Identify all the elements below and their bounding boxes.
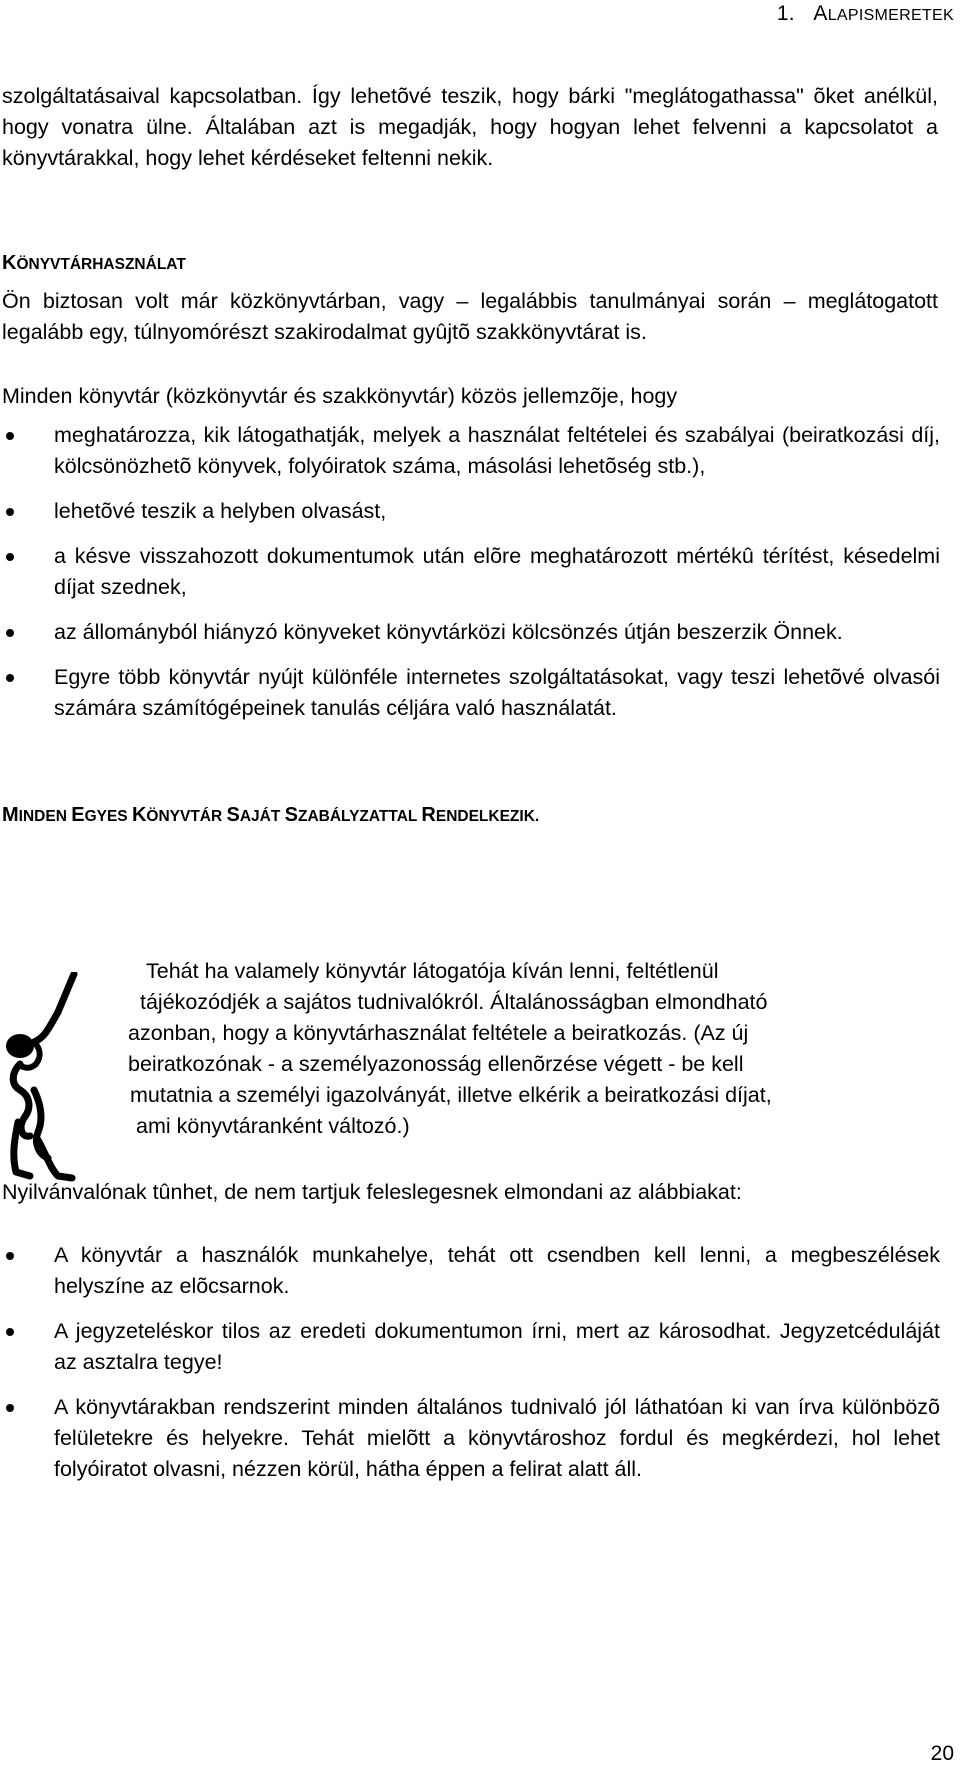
closing-paragraph: Nyilvánvalónak tûnhet, de nem tartjuk feleslegesnek elmondani az alábbiakat:	[2, 1180, 742, 1204]
bullet-icon	[6, 1404, 14, 1412]
list-item	[0, 496, 940, 527]
bullet-icon	[6, 629, 14, 637]
rule-heading-part: INDEN	[18, 808, 72, 825]
list-item-text: a késve visszahozott dokumentumok után elõre meghatározott mértékû térítést, késedelmi díjat szednek,	[54, 544, 940, 599]
section-paragraph-1: Ön biztosan volt már közkönyvtárban, vagy – legalábbis tanulmányai során – meglátogatott legalább egy, túlnyomórészt szakirodalmat gyûjtõ szakkönyvtárat is.	[2, 289, 938, 344]
rule-heading-part: ÖNYVTÁR	[146, 808, 227, 825]
list-item	[0, 662, 940, 724]
list-item	[0, 541, 940, 603]
section-paragraph-2: Minden könyvtár (közkönyvtár és szakkönyvtár) közös jellemzõje, hogy	[2, 384, 678, 408]
rule-heading-part: K	[131, 804, 147, 826]
rule-heading-part: R	[421, 804, 436, 826]
rule-heading-part: M	[2, 804, 19, 826]
note-line: azonban, hogy a könyvtárhasználat feltétele a beiratkozás. (Az új	[128, 1021, 749, 1045]
list-item	[0, 617, 940, 648]
rule-heading-part: GYES	[84, 808, 132, 825]
features-list	[0, 420, 940, 724]
list-item-text: lehetõvé teszik a helyben olvasást,	[54, 499, 387, 523]
rule-heading-part: S	[284, 804, 298, 826]
note-text	[128, 956, 940, 1142]
bullet-icon	[6, 674, 14, 682]
rule-heading-part: E	[71, 804, 85, 826]
bullet-icon	[6, 1252, 14, 1260]
list-item	[0, 1240, 940, 1302]
bullet-icon	[6, 553, 14, 561]
note-line: ami könyvtáranként változó.)	[136, 1114, 410, 1138]
chapter-title-rest: LAPISMERETEK	[827, 7, 954, 24]
list-item	[0, 1392, 940, 1485]
rule-heading	[2, 804, 539, 827]
section-heading-initial: K	[2, 252, 17, 274]
rule-heading-part: ZABÁLYZATTAL	[297, 808, 422, 825]
note-line: tájékozódjék a sajátos tudnivalókról. Általánosságban elmondható	[140, 990, 768, 1014]
list-item-text: A könyvtárakban rendszerint minden általános tudnivaló jól láthatóan ki van írva különbözõ felületekre és helyekre. Tehát mielõtt a könyvtároshoz fordul és megkérdezi, hol lehet folyóiratot olvasni, nézzen körül, hátha éppen a felirat alatt áll.	[54, 1395, 940, 1481]
running-header	[777, 2, 954, 26]
list-item-text: A könyvtár a használók munkahelye, tehát ott csendben kell lenni, a megbeszélések helyszíne az elõcsarnok.	[54, 1243, 940, 1298]
list-item	[0, 1316, 940, 1378]
rule-heading-part: S	[226, 804, 240, 826]
intro-paragraph: szolgáltatásaival kapcsolatban. Így lehetõvé teszik, hogy bárki "meglátogathassa" õket anélkül, hogy vonatra ülne. Általában azt is megadják, hogy hogyan lehet felvenni a kapcsolatot a könyvtárakkal, hogy lehet kérdéseket feltenni nekik.	[2, 84, 938, 170]
rule-heading-part: ENDELKEZIK.	[435, 808, 540, 825]
bullet-icon	[6, 508, 14, 516]
note-line: beiratkozónak - a személyazonosság ellenõrzése végett - be kell	[128, 1052, 744, 1076]
section-heading-rest: ÖNYVTÁRHASZNÁLAT	[16, 256, 186, 273]
bullet-icon	[6, 1328, 14, 1336]
bullet-icon	[6, 432, 14, 440]
chapter-title-initial: A	[813, 2, 828, 25]
tips-list	[0, 1240, 940, 1485]
page-number: 20	[930, 1742, 954, 1765]
list-item-text: Egyre több könyvtár nyújt különféle internetes szolgáltatásokat, vagy teszi lehetõvé olvasói számára számítógépeinek tanulás céljára való használatát.	[54, 665, 940, 720]
list-item-text: A jegyzeteléskor tilos az eredeti dokumentumon írni, mert az károsodhat. Jegyzetcéduláját az asztalra tegye!	[54, 1319, 940, 1374]
list-item-text: az állományból hiányzó könyveket könyvtárközi kölcsönzés útján beszerzik Önnek.	[54, 620, 843, 644]
rule-heading-part: AJÁT	[239, 808, 285, 825]
note-line: mutatnia a személyi igazolványát, illetve elkérik a beiratkozási díjat,	[130, 1083, 772, 1107]
chapter-number: 1.	[776, 2, 795, 25]
pointing-figure-icon	[4, 972, 84, 1182]
list-item-text: meghatározza, kik látogathatják, melyek a használat feltételei és szabályai (beiratkozási díj, kölcsönözhetõ könyvek, folyóiratok száma, másolási lehetõség stb.),	[54, 423, 940, 478]
note-line: Tehát ha valamely könyvtár látogatója kíván lenni, feltétlenül	[146, 959, 719, 983]
list-item	[0, 420, 940, 482]
section-heading	[2, 252, 186, 275]
